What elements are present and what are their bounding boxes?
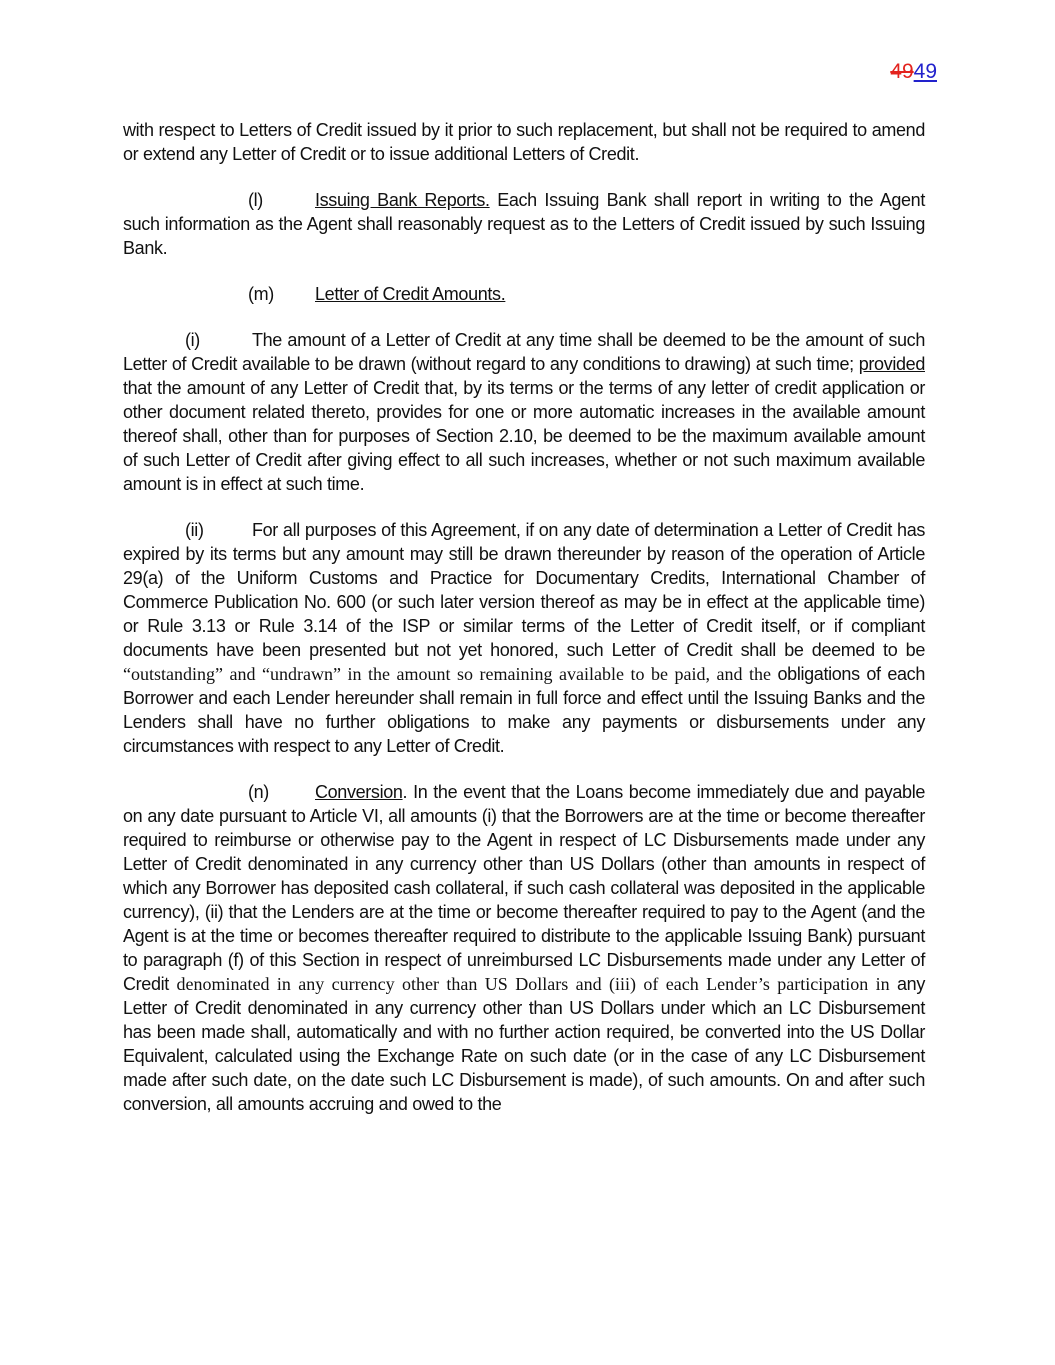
section-n xyxy=(123,780,925,1116)
section-l-text: Each Issuing Bank shall report in writing to the Agent such information as the Agent shall reasonably request as to the Letters of Credit issued by such Issuing Bank. xyxy=(123,190,925,258)
section-m-heading: Letter of Credit Amounts. xyxy=(315,284,506,304)
clause-ii-text-2: obligations of each Borrower and each Lender hereunder shall remain in full force and effect until the Issuing Banks and the Lenders shall have no further obligations to make any payments or disbursements under any circumstances with respect to any Letter of Credit. xyxy=(123,664,925,756)
section-n-heading: Conversion xyxy=(315,782,403,802)
paragraph-intro xyxy=(123,118,925,166)
clause-i-text-1: The amount of a Letter of Credit at any time shall be deemed to be the amount of such Letter of Credit available to be drawn (without regard to any conditions to drawing) at such time; xyxy=(123,330,925,374)
section-n-serif-segment: denominated in any currency other than US Dollars and (iii) of each Lender’s participation in xyxy=(176,974,898,994)
page-number-inserted: 49 xyxy=(913,60,937,83)
clause-ii xyxy=(123,518,925,758)
clause-ii-label: (ii) xyxy=(185,520,204,540)
paragraph-intro-text: with respect to Letters of Credit issued by it prior to such replacement, but shall not be required to amend or extend any Letter of Credit or to issue additional Letters of Credit. xyxy=(123,120,925,164)
section-n-text-1: . In the event that the Loans become immediately due and payable on any date pursuant to Article VI, all amounts (i) that the Borrowers are at the time or become thereafter required to reimburse or otherwise pay to the Agent in respect of LC Disbursements made under any Letter of Credit denominated in any currency other than US Dollars (other than amounts in respect of which any Borrower has deposited cash collateral, if such cash collateral was deposited in the applicable currency), (ii) that the Lenders are at the time or become thereafter required to pay to the Agent (and the Agent is at the time or becomes thereafter required to distribute to the applicable Issuing Bank) pursuant to paragraph (f) of this Section in respect of unreimbursed LC Disbursements made under any Letter of Credit xyxy=(123,782,925,994)
clause-i-text-2: that the amount of any Letter of Credit that, by its terms or the terms of any letter of credit application or other document related thereto, provides for one or more automatic increases in the available amount thereof shall, other than for purposes of Section 2.10, be deemed to be the maximum available amount of such Letter of Credit after giving effect to all such increases, whether or not such maximum available amount is in effect at such time. xyxy=(123,378,925,494)
section-n-text-2: any Letter of Credit denominated in any currency other than US Dollars under which an LC Disbursement has been made shall, automatically and with no further action required, be converted into the US Dollar Equivalent, calculated using the Exchange Rate on such date (or in the case of any LC Disbursement made after such date, on the date such LC Disbursement is made), of such amounts. On and after such conversion, all amounts accruing and owed to the xyxy=(123,974,925,1114)
section-l-label: (l) xyxy=(248,190,263,210)
clause-i-label: (i) xyxy=(185,330,200,350)
section-m xyxy=(123,282,925,306)
clause-i-provided: provided xyxy=(858,354,925,374)
section-m-label: (m) xyxy=(248,284,274,304)
clause-i xyxy=(123,328,925,496)
document-body xyxy=(123,118,925,1116)
section-n-label: (n) xyxy=(248,782,269,802)
section-l-heading: Issuing Bank Reports. xyxy=(315,190,490,210)
clause-ii-text-1: For all purposes of this Agreement, if on any date of determination a Letter of Credit has expired by its terms but any amount may still be drawn thereunder by reason of the operation of Article 29(a) of the Uniform Customs and Practice for Documentary Credits, International Chamber of Commerce Publication No. 600 (or such later version thereof as may be in effect at the applicable time) or Rule 3.13 or Rule 3.14 of the ISP or similar terms of the Letter of Credit itself, or if compliant documents have been presented but not yet honored, such Letter of Credit shall be deemed to be xyxy=(123,520,925,660)
page-number xyxy=(890,60,937,84)
page-number-deleted: 49 xyxy=(890,60,914,83)
section-l xyxy=(123,188,925,260)
clause-ii-serif-segment: “outstanding” and “undrawn” in the amount so remaining available to be paid, and the xyxy=(123,664,778,684)
